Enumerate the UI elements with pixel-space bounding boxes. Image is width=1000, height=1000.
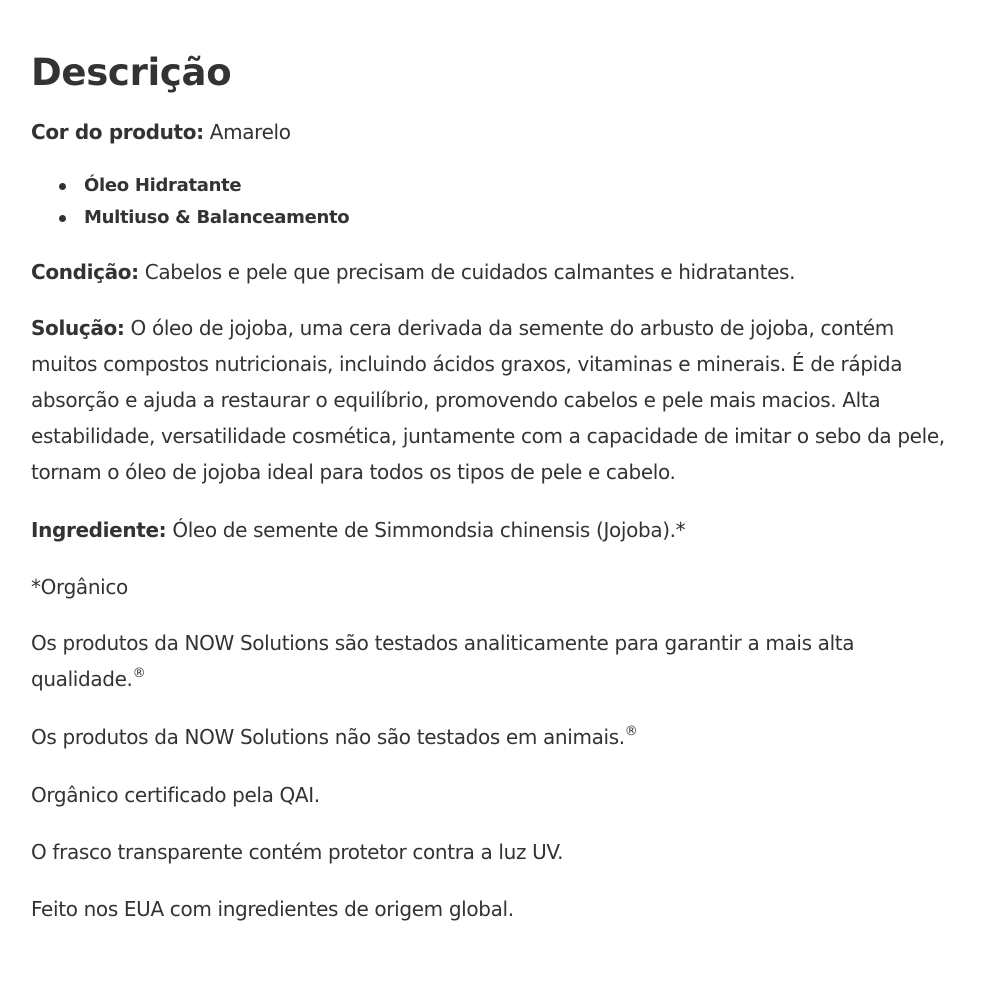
- feature-item: Multiuso & Balanceamento: [31, 202, 950, 234]
- feature-item: Óleo Hidratante: [31, 170, 950, 202]
- product-color-line: [31, 114, 950, 150]
- ingredient-value: Óleo de semente de Simmondsia chinensis (Jojoba).*: [166, 518, 686, 542]
- registered-mark: ®: [132, 666, 146, 681]
- condition-label: Condição:: [31, 260, 139, 284]
- feature-list: [31, 170, 950, 234]
- certification-note: Orgânico certificado pela QAI.: [31, 783, 320, 807]
- condition-value: Cabelos e pele que precisam de cuidados calmantes e hidratantes.: [138, 260, 796, 284]
- analytic-test-note: [31, 625, 950, 697]
- solution-value: O óleo de jojoba, uma cera derivada da semente do arbusto de jojoba, contém muitos compostos nutricionais, incluindo ácidos graxos, vitaminas e minerais. É de rápida absorção e ajuda a restaurar o equilíbrio, promovendo cabelos e pele mais macios. Alta estabilidade, versatilidade cosmética, juntamente com a capacidade de imitar o sebo da pele, tornam o óleo de jojoba ideal para todos os tipos de pele e cabelo.: [31, 316, 945, 484]
- origin-note: Feito nos EUA com ingredientes de origem global.: [31, 897, 514, 921]
- ingredient-label: Ingrediente:: [31, 518, 167, 542]
- registered-mark: ®: [624, 724, 638, 739]
- solution-paragraph: [31, 310, 950, 490]
- product-color-value: Amarelo: [203, 120, 291, 144]
- ingredient-line: [31, 512, 950, 548]
- product-color-label: Cor do produto:: [31, 120, 204, 144]
- analytic-test-text: Os produtos da NOW Solutions são testados analiticamente para garantir a mais alta qualidade.: [31, 631, 855, 691]
- uv-bottle-note: O frasco transparente contém protetor contra a luz UV.: [31, 840, 564, 864]
- animal-test-text: Os produtos da NOW Solutions não são testados em animais.: [31, 725, 625, 749]
- organic-note: *Orgânico: [31, 575, 128, 599]
- condition-line: [31, 254, 950, 290]
- description-heading: Descrição: [31, 51, 232, 94]
- solution-label: Solução:: [31, 316, 125, 340]
- animal-test-note: [31, 719, 950, 755]
